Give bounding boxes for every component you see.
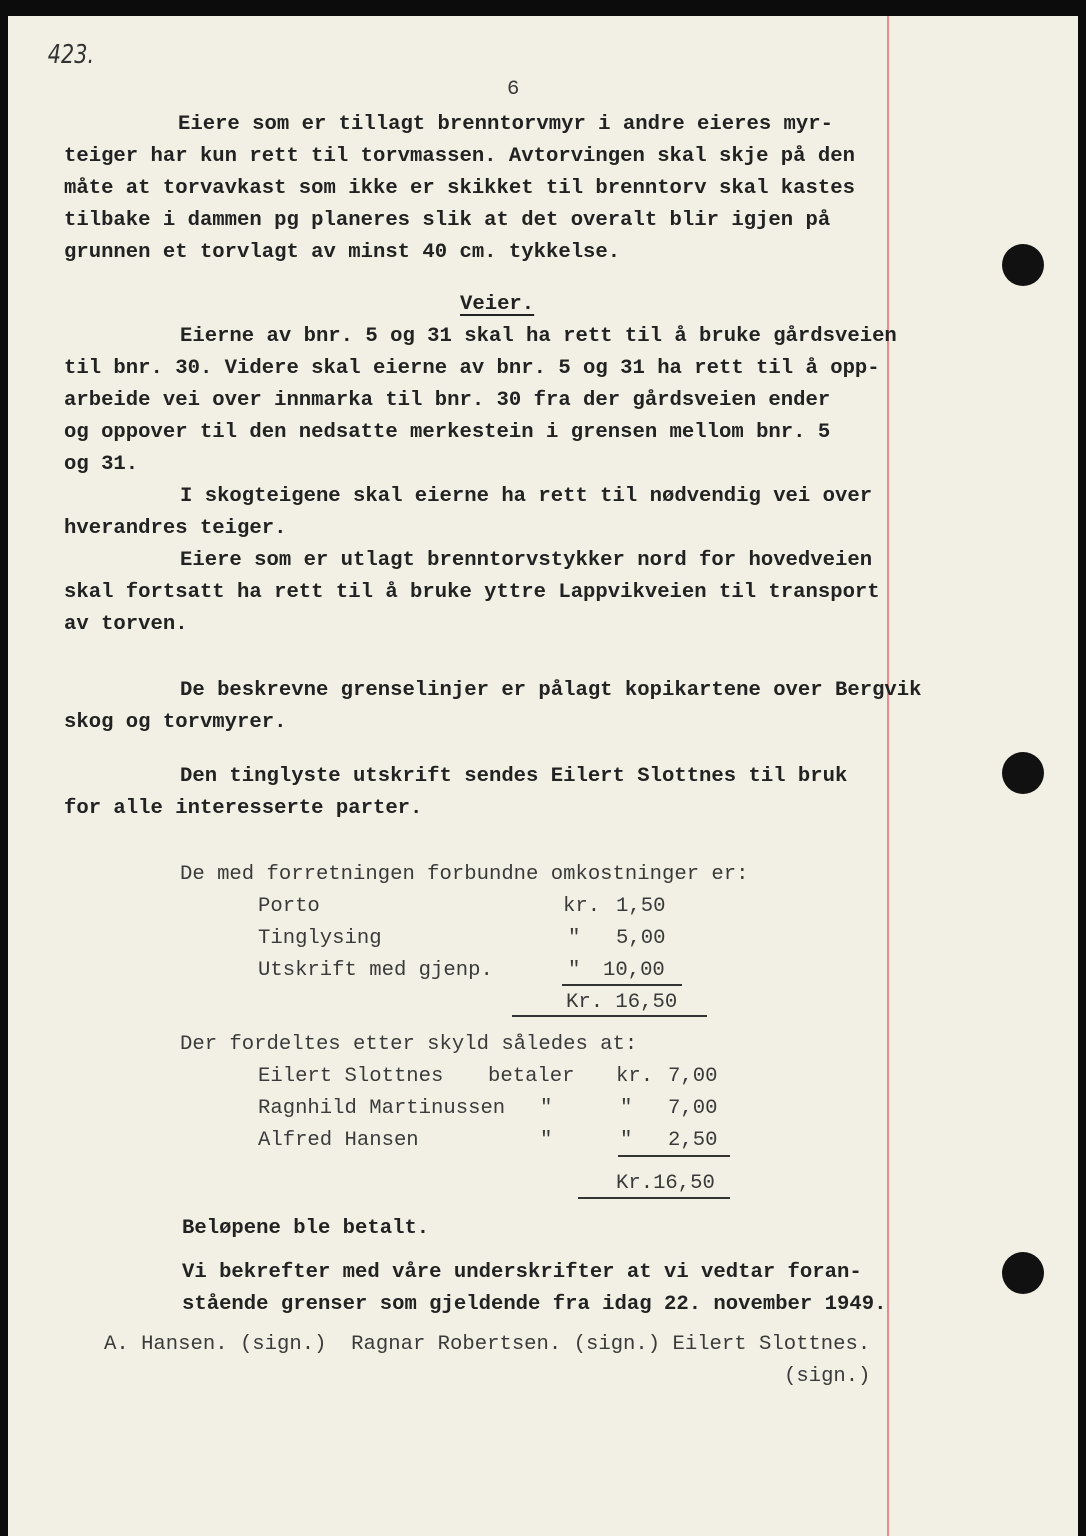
share-amount: 7,00: [668, 1097, 718, 1120]
cost-item: Utskrift med gjenp.: [258, 959, 493, 982]
share-name: Eilert Slottnes: [258, 1065, 444, 1088]
text-line: og 31.: [64, 453, 139, 476]
sum-rule: [578, 1197, 730, 1199]
share-name: Alfred Hansen: [258, 1129, 419, 1152]
text-line: Vi bekrefter med våre underskrifter at vi vedtar foran-: [182, 1261, 862, 1284]
text-line: Eiere som er utlagt brenntorvstykker nord for hovedveien: [180, 549, 873, 572]
text-line: Den tinglyste utskrift sendes Eilert Slottnes til bruk: [180, 765, 848, 788]
text-line: og oppover til den nedsatte merkestein i grensen mellom bnr. 5: [64, 421, 831, 444]
handwritten-page-number: 423.: [47, 40, 95, 70]
typed-page-number: 6: [507, 78, 520, 101]
section-heading: Veier.: [460, 293, 535, 316]
share-prefix: ": [620, 1129, 633, 1152]
margin-line: [887, 16, 889, 1536]
text-line: for alle interesserte parter.: [64, 797, 423, 820]
text-line: stående grenser som gjeldende fra idag 22. november 1949.: [182, 1293, 887, 1316]
share-prefix: kr.: [616, 1065, 654, 1088]
text-line: til bnr. 30. Videre skal eierne av bnr. 5 og 31 ha rett til å opp-: [64, 357, 880, 380]
text-line: De beskrevne grenselinjer er pålagt kopikartene over Bergvik: [180, 679, 922, 702]
text-line: Eiere som er tillagt brenntorvmyr i andre eieres myr-: [178, 113, 833, 136]
sum-rule: [618, 1155, 730, 1157]
cost-item: Porto: [258, 895, 320, 918]
cost-total: Kr. 16,50: [566, 991, 678, 1014]
text-line: Beløpene ble betalt.: [182, 1217, 430, 1240]
share-verb: ": [540, 1129, 553, 1152]
signature-line: (sign.): [784, 1365, 871, 1388]
text-line: De med forretningen forbundne omkostninger er:: [180, 863, 749, 886]
text-line: tilbake i dammen pg planeres slik at det overalt blir igjen på: [64, 209, 831, 232]
text-line: arbeide vei over innmarka til bnr. 30 fra der gårdsveien ender: [64, 389, 831, 412]
cost-prefix: ": [568, 927, 581, 950]
punch-hole: [1002, 752, 1044, 794]
text-line: måte at torvavkast som ikke er skikket til brenntorv skal kastes: [64, 177, 855, 200]
text-line: grunnen et torvlagt av minst 40 cm. tykkelse.: [64, 241, 621, 264]
share-name: Ragnhild Martinussen: [258, 1097, 506, 1120]
share-prefix: ": [620, 1097, 633, 1120]
cost-prefix: ": [568, 959, 581, 982]
share-verb: ": [540, 1097, 553, 1120]
text-line: skog og torvmyrer.: [64, 711, 287, 734]
text-line: Eierne av bnr. 5 og 31 skal ha rett til å bruke gårdsveien: [180, 325, 897, 348]
sum-rule: [562, 984, 682, 986]
cost-amount: 5,00: [616, 927, 666, 950]
cost-item: Tinglysing: [258, 927, 382, 950]
cost-prefix: kr.: [563, 895, 601, 918]
text-line: I skogteigene skal eierne ha rett til nødvendig vei over: [180, 485, 873, 508]
text-line: skal fortsatt ha rett til å bruke yttre Lappvikveien til transport: [64, 581, 880, 604]
text-line: Der fordeltes etter skyld således at:: [180, 1033, 638, 1056]
share-total: Kr.16,50: [616, 1172, 715, 1195]
cost-amount: 1,50: [616, 895, 666, 918]
punch-hole: [1002, 1252, 1044, 1294]
punch-hole: [1002, 244, 1044, 286]
sum-rule: [512, 1015, 707, 1017]
text-line: av torven.: [64, 613, 188, 636]
share-verb: betaler: [488, 1065, 575, 1088]
cost-amount: 10,00: [603, 959, 665, 982]
share-amount: 7,00: [668, 1065, 718, 1088]
signature-line: A. Hansen. (sign.) Ragnar Robertsen. (sign.) Eilert Slottnes.: [104, 1333, 871, 1356]
text-line: hverandres teiger.: [64, 517, 287, 540]
text-line: teiger har kun rett til torvmassen. Avtorvingen skal skje på den: [64, 145, 855, 168]
share-amount: 2,50: [668, 1129, 718, 1152]
